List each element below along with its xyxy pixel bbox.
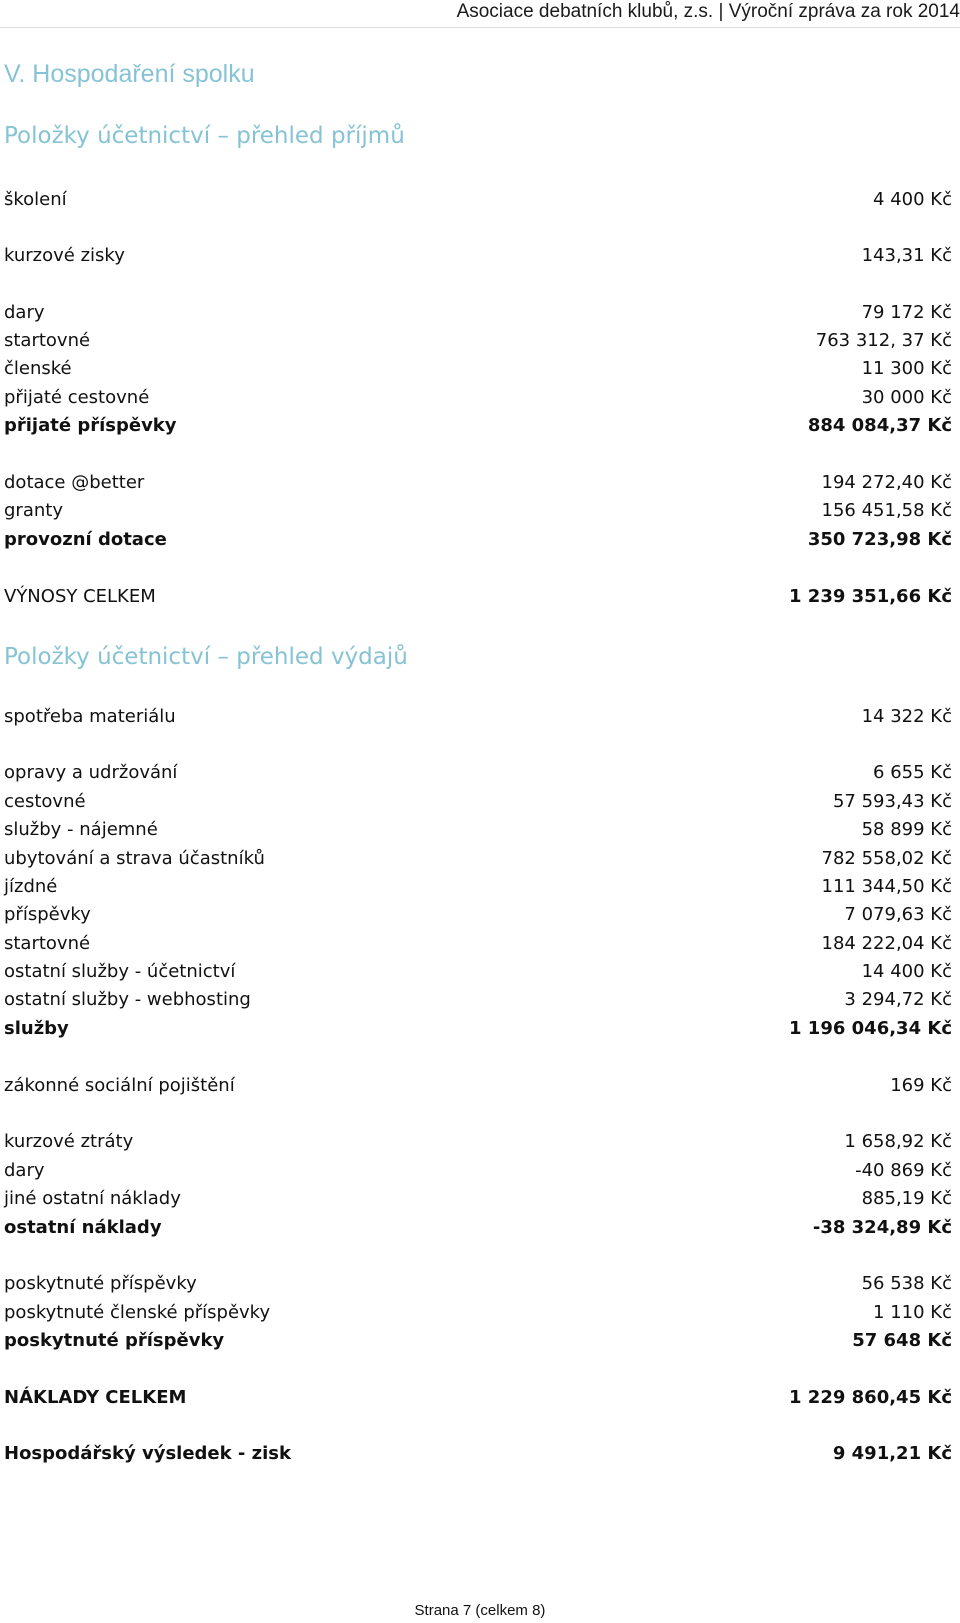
row-label: školení — [4, 189, 67, 210]
row-value: 1 196 046,34 Kč — [789, 1018, 952, 1039]
row-value: 58 899 Kč — [861, 819, 952, 840]
income-row — [4, 355, 952, 382]
row-value: 9 491,21 Kč — [832, 1443, 952, 1464]
row-value: 884 084,37 Kč — [807, 415, 952, 436]
row-value: 11 300 Kč — [861, 358, 952, 379]
income-row — [4, 186, 952, 213]
row-value: 156 451,58 Kč — [821, 500, 952, 521]
row-value: 885,19 Kč — [861, 1188, 952, 1209]
row-label: NÁKLADY CELKEM — [4, 1387, 187, 1408]
income-row — [4, 497, 952, 524]
income-row — [4, 299, 952, 326]
row-value: 184 222,04 Kč — [821, 933, 952, 954]
row-label: služby — [4, 1018, 69, 1039]
page-footer: Strana 7 (celkem 8) — [414, 1602, 546, 1619]
row-value: 111 344,50 Kč — [821, 876, 952, 897]
row-value: 350 723,98 Kč — [807, 529, 952, 550]
row-value: 194 272,40 Kč — [821, 472, 952, 493]
expense-row — [4, 1270, 952, 1297]
row-value: 3 294,72 Kč — [844, 989, 952, 1010]
row-value: 79 172 Kč — [861, 302, 952, 323]
row-label: jiné ostatní náklady — [4, 1188, 181, 1209]
income-total-row — [4, 583, 952, 610]
expense-row — [4, 788, 952, 815]
row-label: kurzové zisky — [4, 245, 125, 266]
expense-row — [4, 901, 952, 928]
row-label: opravy a udržování — [4, 762, 178, 783]
expense-row — [4, 1072, 952, 1099]
income-row — [4, 469, 952, 496]
running-header-text: Asociace debatních klubů, z.s. | Výroční zpráva za rok 2014 — [456, 1, 960, 22]
row-value: 14 322 Kč — [861, 706, 952, 727]
row-value: 57 593,43 Kč — [832, 791, 952, 812]
row-value: 4 400 Kč — [873, 189, 952, 210]
expense-row — [4, 1157, 952, 1184]
row-label: přijaté příspěvky — [4, 415, 177, 436]
row-label: VÝNOSY CELKEM — [4, 586, 156, 607]
expense-row — [4, 703, 952, 730]
row-label: ostatní služby - webhosting — [4, 989, 251, 1010]
row-label: dary — [4, 1160, 45, 1181]
row-value: -38 324,89 Kč — [812, 1217, 952, 1238]
row-label: poskytnuté příspěvky — [4, 1273, 197, 1294]
row-value: 782 558,02 Kč — [821, 848, 952, 869]
row-value: 6 655 Kč — [873, 762, 952, 783]
expense-row — [4, 930, 952, 957]
row-label: ostatní služby - účetnictví — [4, 961, 236, 982]
row-value: 1 658,92 Kč — [844, 1131, 952, 1152]
row-value: 1 239 351,66 Kč — [789, 586, 952, 607]
row-label: zákonné sociální pojištění — [4, 1075, 235, 1096]
expense-row — [4, 845, 952, 872]
income-subtotal-row — [4, 412, 952, 439]
expense-row — [4, 958, 952, 985]
expense-total-row — [4, 1384, 952, 1411]
income-subtotal-row — [4, 526, 952, 553]
row-label: ostatní náklady — [4, 1217, 162, 1238]
row-label: jízdné — [4, 876, 58, 897]
row-label: spotřeba materiálu — [4, 706, 176, 727]
row-label: kurzové ztráty — [4, 1131, 134, 1152]
row-label: provozní dotace — [4, 529, 167, 550]
income-row — [4, 384, 952, 411]
expense-row — [4, 1299, 952, 1326]
row-label: Hospodářský výsledek - zisk — [4, 1443, 291, 1464]
row-value: 1 110 Kč — [873, 1302, 952, 1323]
income-row — [4, 327, 952, 354]
row-label: přijaté cestovné — [4, 387, 150, 408]
result-row — [4, 1440, 952, 1467]
expense-row — [4, 816, 952, 843]
row-value: 143,31 Kč — [861, 245, 952, 266]
running-header — [0, 0, 960, 26]
expenses-heading: Položky účetnictví – přehled výdajů — [4, 644, 408, 670]
header-divider — [0, 27, 960, 28]
expense-subtotal-row — [4, 1015, 952, 1042]
row-label: startovné — [4, 330, 91, 351]
row-label: služby - nájemné — [4, 819, 158, 840]
section-title: V. Hospodaření spolku — [4, 60, 255, 88]
income-row — [4, 242, 952, 269]
income-heading: Položky účetnictví – přehled příjmů — [4, 123, 405, 149]
expense-subtotal-row — [4, 1214, 952, 1241]
row-value: 56 538 Kč — [861, 1273, 952, 1294]
row-value: 57 648 Kč — [852, 1330, 952, 1351]
row-value: 30 000 Kč — [861, 387, 952, 408]
row-label: příspěvky — [4, 904, 91, 925]
row-value: 14 400 Kč — [861, 961, 952, 982]
expense-row — [4, 1185, 952, 1212]
row-value: 1 229 860,45 Kč — [789, 1387, 952, 1408]
expense-row — [4, 986, 952, 1013]
row-label: dotace @better — [4, 472, 145, 493]
row-label: startovné — [4, 933, 91, 954]
row-label: poskytnuté příspěvky — [4, 1330, 225, 1351]
row-label: cestovné — [4, 791, 86, 812]
expense-row — [4, 759, 952, 786]
row-value: 7 079,63 Kč — [844, 904, 952, 925]
row-value: -40 869 Kč — [855, 1160, 952, 1181]
row-label: ubytování a strava účastníků — [4, 848, 265, 869]
row-label: poskytnuté členské příspěvky — [4, 1302, 271, 1323]
expense-subtotal-row — [4, 1327, 952, 1354]
row-value: 763 312, 37 Kč — [815, 330, 952, 351]
expense-row — [4, 873, 952, 900]
row-value: 169 Kč — [890, 1075, 952, 1096]
row-label: granty — [4, 500, 63, 521]
expense-row — [4, 1128, 952, 1155]
row-label: členské — [4, 358, 72, 379]
row-label: dary — [4, 302, 45, 323]
